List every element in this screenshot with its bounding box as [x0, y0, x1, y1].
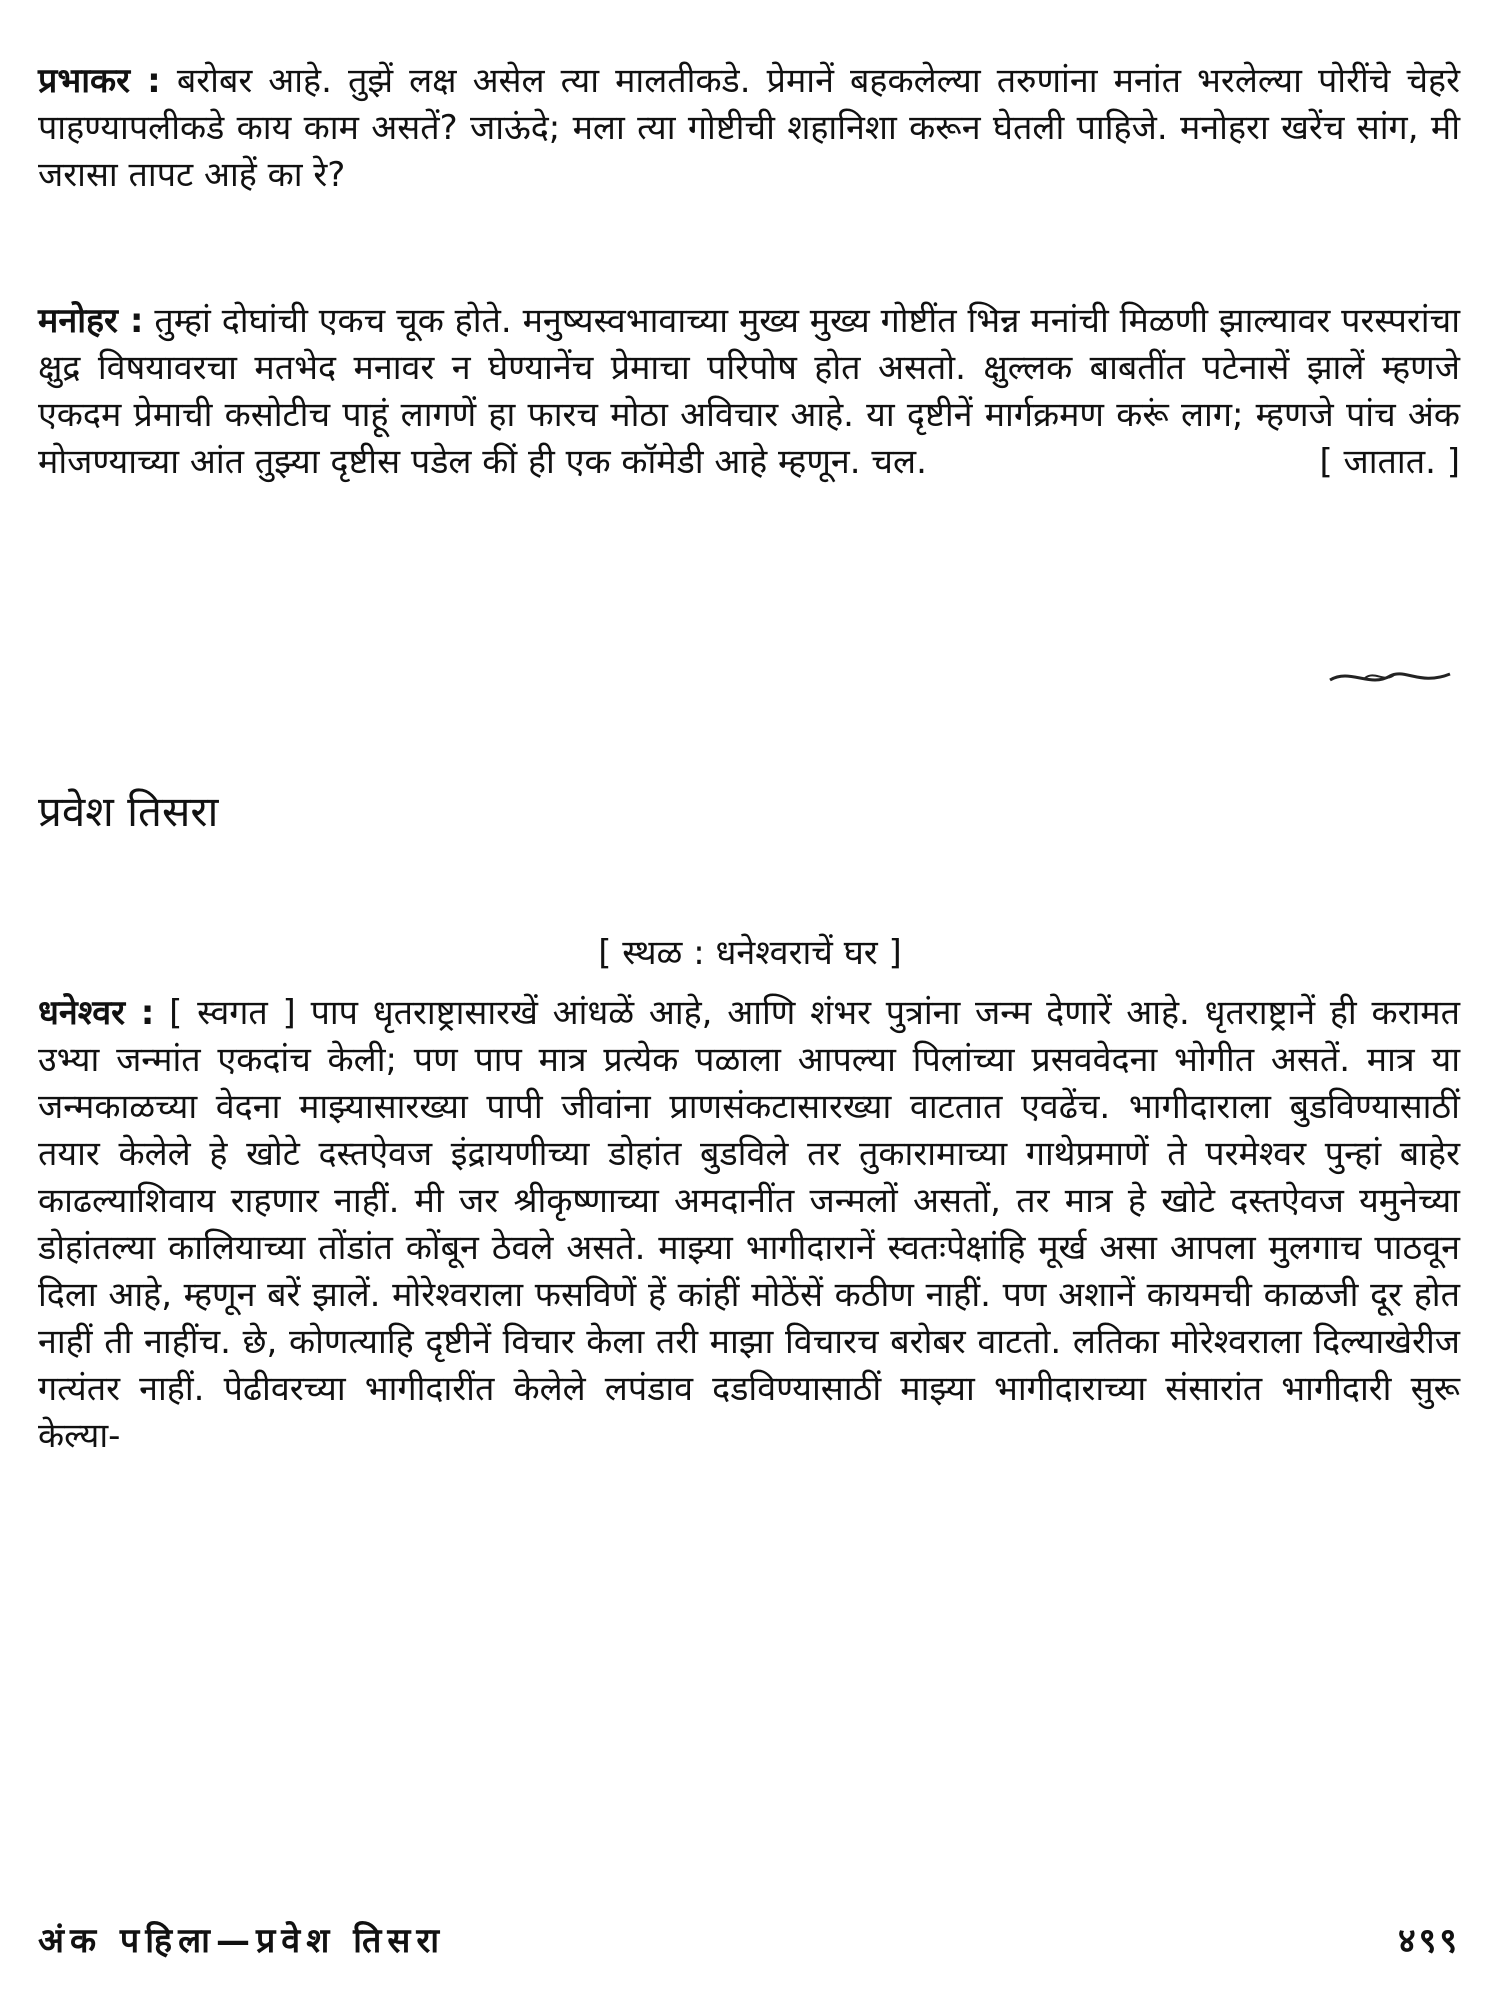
- speaker-prabhakar: प्रभाकर :: [38, 61, 161, 101]
- speaker-manohar: मनोहर :: [38, 301, 144, 341]
- dialogue-manohar: तुम्हां दोघांची एकच चूक होते. मनुष्यस्वभावाच्या मुख्य मुख्य गोष्टींत भिन्न मनांची मिळणी झाल्यावर परस्परांचा क्षुद्र विषयावरचा मतभेद मनावर न घेण्यानेंच प्रेमाचा परिपोष होत असतो. क्षुल्लक बाबतींत पटेनासें झालें म्हणजे एकदम प्रेमाची कसोटीच पाहूं लागणें हा फारच मोठा अविचार आहे. या दृष्टीनें मार्गक्रमण करूं लाग; म्हणजे पांच अंक मोजण्याच्या आंत तुझ्या दृष्टीस पडेल कीं ही एक कॉमेडी आहे म्हणून. चल.: [38, 301, 1460, 482]
- speech-prabhakar: [38, 58, 1460, 199]
- dialogue-dhaneshwar: पाप धृतराष्ट्रासारखें आंधळें आहे, आणि शंभर पुत्रांना जन्म देणारें आहे. धृतराष्ट्रानें ही करामत उभ्या जन्मांत एकदांच केली; पण पाप मात्र प्रत्येक पळाला आपल्या पिलांच्या प्रसववेदना भोगीत असतें. मात्र या जन्मकाळच्या वेदना माझ्यासारख्या पापी जीवांना प्राणसंकटासारख्या वाटतात एवढेंच. भागीदाराला बुडविण्यासाठीं तयार केलेले हे खोटे दस्तऐवज इंद्रायणीच्या डोहांत बुडविले तर तुकारामाच्या गाथेप्रमाणें ते परमेश्वर पुन्हां बाहेर काढल्याशिवाय राहणार नाहीं. मी जर श्रीकृष्णाच्या अमदानींत जन्मलों असतों, तर मात्र हे खोटे दस्तऐवज यमुनेच्या डोहांतल्या कालियाच्या तोंडांत कोंबून ठेवले असते. माझ्या भागीदारानें स्वतःपेक्षांहि मूर्ख असा आपला मुलगाच पाठवून दिला आहे, म्हणून बरें झालें. मोरेश्वराला फसविणें हें कांहीं मोठेंसें कठीण नाहीं. पण अशानें कायमची काळजी दूर होत नाहीं ती नाहींच. छे, कोणत्याहि दृष्टीनें विचार केला तरी माझा विचारच बरोबर वाटतो. लतिका मोरेश्वराला दिल्याखेरीज गत्यंतर नाहीं. पेढीवरच्या भागीदारींत केलेले लपंडाव दडविण्यासाठीं माझ्या भागीदाराच्या संसारांत भागीदारी सुरू केल्या-: [38, 993, 1460, 1456]
- page-footer: [38, 1918, 1460, 1965]
- speech-manohar: [38, 298, 1460, 486]
- speech-dhaneshwar: [38, 990, 1460, 1460]
- stage-direction-aside: [ स्वगत ]: [169, 993, 296, 1033]
- scene-heading: प्रवेश तिसरा: [38, 787, 219, 836]
- dialogue-prabhakar: बरोबर आहे. तुझें लक्ष असेल त्या मालतीकडे. प्रेमानें बहकलेल्या तरुणांना मनांत भरलेल्या पोरींचे चेहरे पाहण्यापलीकडे काय काम असतें? जाऊंदे; मला त्या गोष्टीची शहानिशा करून घेतली पाहिजे. मनोहरा खरेंच सांग, मी जरासा तापट आहें का रे?: [38, 61, 1460, 195]
- running-title: अंक पहिला—प्रवेश तिसरा: [38, 1921, 446, 1961]
- page-number: ४९९: [1397, 1921, 1460, 1961]
- scene-location: [ स्थळ : धनेश्वराचें घर ]: [598, 933, 902, 973]
- stage-direction-exit: [ जातात. ]: [1319, 442, 1460, 482]
- end-of-scene-ornament: [1325, 660, 1455, 690]
- speaker-dhaneshwar: धनेश्वर :: [38, 993, 155, 1033]
